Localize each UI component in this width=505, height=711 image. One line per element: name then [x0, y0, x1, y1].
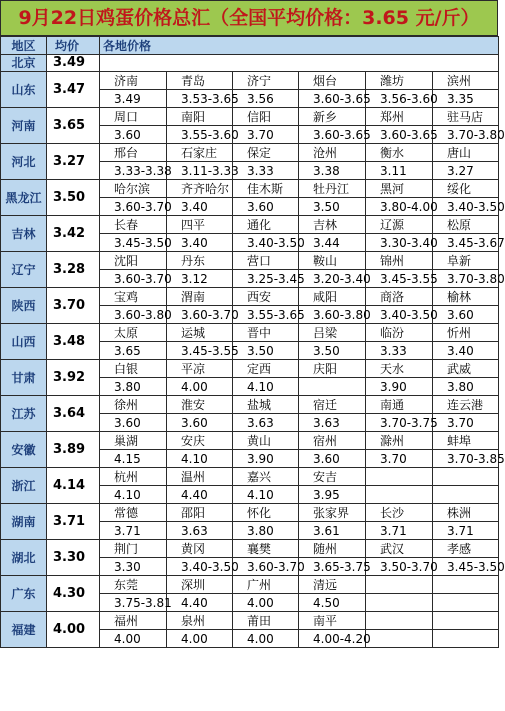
city-price: 3.60: [100, 126, 167, 144]
city-price: 4.00: [167, 378, 233, 396]
province-name: 广东: [1, 576, 47, 612]
city-name: 白银: [100, 360, 167, 378]
city-price: 3.40: [167, 198, 233, 216]
city-name: 清远: [299, 576, 366, 594]
city-price: 3.50: [299, 342, 366, 360]
city-name: 荆门: [100, 540, 167, 558]
city-name: 哈尔滨: [100, 180, 167, 198]
city-price: 3.56: [233, 90, 299, 108]
city-name: 巢湖: [100, 432, 167, 450]
city-name: 郑州: [366, 108, 433, 126]
province-avg: 3.70: [47, 288, 100, 324]
city-price: 3.33: [233, 162, 299, 180]
city-price: 3.71: [100, 522, 167, 540]
province-avg: 3.42: [47, 216, 100, 252]
province-avg: 4.00: [47, 612, 100, 648]
city-price: 3.30-3.40: [366, 234, 433, 252]
city-name: [366, 612, 433, 630]
city-price: 3.50: [233, 342, 299, 360]
city-name: 衡水: [366, 144, 433, 162]
city-name: 襄樊: [233, 540, 299, 558]
beijing-row: [1, 55, 499, 72]
province-name: 北京: [1, 55, 47, 72]
province-name: 山东: [1, 72, 47, 108]
city-name: [433, 612, 499, 630]
city-name: 盐城: [233, 396, 299, 414]
city-name: 邢台: [100, 144, 167, 162]
city-name: 佳木斯: [233, 180, 299, 198]
city-name: 天水: [366, 360, 433, 378]
province-city-row: [1, 252, 499, 270]
province-avg: 3.92: [47, 360, 100, 396]
city-price: 3.49: [100, 90, 167, 108]
city-name: [433, 576, 499, 594]
city-name: 泉州: [167, 612, 233, 630]
city-name: 通化: [233, 216, 299, 234]
city-price: 4.00-4.20: [299, 630, 366, 648]
city-name: 宝鸡: [100, 288, 167, 306]
city-price: 3.50: [299, 198, 366, 216]
province-name: 安徽: [1, 432, 47, 468]
city-price: 3.65: [100, 342, 167, 360]
city-name: 常德: [100, 504, 167, 522]
city-name: 营口: [233, 252, 299, 270]
province-name: 河南: [1, 108, 47, 144]
city-name: 西安: [233, 288, 299, 306]
city-name: 吕梁: [299, 324, 366, 342]
city-name: 吉林: [299, 216, 366, 234]
city-price: 3.60: [167, 414, 233, 432]
province-city-row: [1, 324, 499, 342]
city-price: 3.33: [366, 342, 433, 360]
city-name: 武威: [433, 360, 499, 378]
city-name: 唐山: [433, 144, 499, 162]
city-name: 运城: [167, 324, 233, 342]
province-name: 山西: [1, 324, 47, 360]
province-city-row: [1, 576, 499, 594]
city-price: 3.53-3.65: [167, 90, 233, 108]
city-name: [366, 576, 433, 594]
city-price: 3.60: [299, 450, 366, 468]
city-name: 潍坊: [366, 72, 433, 90]
city-price: 4.10: [167, 450, 233, 468]
city-name: 徐州: [100, 396, 167, 414]
province-city-row: [1, 504, 499, 522]
province-city-row: [1, 288, 499, 306]
city-price: 3.12: [167, 270, 233, 288]
city-name: 长沙: [366, 504, 433, 522]
city-price: 4.40: [167, 594, 233, 612]
city-price: 3.95: [299, 486, 366, 504]
province-avg: 3.89: [47, 432, 100, 468]
city-price: 3.70-3.85: [433, 450, 499, 468]
city-price: 3.90: [366, 378, 433, 396]
city-name: 淮安: [167, 396, 233, 414]
table-header-row: [1, 37, 499, 55]
city-name: 黑河: [366, 180, 433, 198]
city-name: 嘉兴: [233, 468, 299, 486]
city-name: 四平: [167, 216, 233, 234]
city-price: [433, 486, 499, 504]
price-table: [0, 36, 505, 648]
province-avg: 3.27: [47, 144, 100, 180]
city-name: 滨州: [433, 72, 499, 90]
city-price: 3.70: [233, 126, 299, 144]
city-name: 福州: [100, 612, 167, 630]
city-name: 安吉: [299, 468, 366, 486]
city-price: 3.30: [100, 558, 167, 576]
province-city-row: [1, 432, 499, 450]
city-name: 温州: [167, 468, 233, 486]
city-name: 深圳: [167, 576, 233, 594]
city-price: 4.15: [100, 450, 167, 468]
province-avg: 3.71: [47, 504, 100, 540]
city-price: 3.60-3.80: [299, 306, 366, 324]
city-name: 晋中: [233, 324, 299, 342]
city-name: 绥化: [433, 180, 499, 198]
city-name: 沧州: [299, 144, 366, 162]
city-name: 牡丹江: [299, 180, 366, 198]
city-price: 3.63: [299, 414, 366, 432]
city-price: 3.55-3.65: [233, 306, 299, 324]
city-price: 3.80: [233, 522, 299, 540]
city-price: 3.40: [433, 342, 499, 360]
city-name: 株洲: [433, 504, 499, 522]
city-price: 3.20-3.40: [299, 270, 366, 288]
province-avg: 3.49: [47, 55, 100, 72]
province-name: 湖北: [1, 540, 47, 576]
city-price: 3.33-3.38: [100, 162, 167, 180]
beijing-prices-empty: [100, 55, 499, 72]
city-name: 辽源: [366, 216, 433, 234]
city-name: 济宁: [233, 72, 299, 90]
city-price: 3.60-3.70: [100, 198, 167, 216]
city-price: 4.00: [233, 594, 299, 612]
city-price: 3.60-3.65: [299, 126, 366, 144]
province-avg: 3.50: [47, 180, 100, 216]
province-name: 福建: [1, 612, 47, 648]
city-price: 3.60-3.65: [366, 126, 433, 144]
province-name: 吉林: [1, 216, 47, 252]
province-name: 辽宁: [1, 252, 47, 288]
city-name: 连云港: [433, 396, 499, 414]
city-name: 榆林: [433, 288, 499, 306]
city-price: 3.60-3.65: [299, 90, 366, 108]
city-price: [299, 378, 366, 396]
city-name: 忻州: [433, 324, 499, 342]
city-price: 4.40: [167, 486, 233, 504]
province-name: 浙江: [1, 468, 47, 504]
city-name: 信阳: [233, 108, 299, 126]
city-price: 3.40-3.50: [366, 306, 433, 324]
city-name: 南平: [299, 612, 366, 630]
city-name: 庆阳: [299, 360, 366, 378]
city-price: 3.45-3.55: [167, 342, 233, 360]
city-name: 杭州: [100, 468, 167, 486]
city-price: 4.00: [100, 630, 167, 648]
city-name: 保定: [233, 144, 299, 162]
city-name: 松原: [433, 216, 499, 234]
city-price: 3.50-3.70: [366, 558, 433, 576]
city-name: 张家界: [299, 504, 366, 522]
city-name: [433, 468, 499, 486]
city-price: 3.60-3.70: [167, 306, 233, 324]
city-name: 广州: [233, 576, 299, 594]
header-avg: 均价: [47, 37, 100, 55]
city-price: 3.70-3.80: [433, 126, 499, 144]
city-name: 黄山: [233, 432, 299, 450]
province-city-row: [1, 612, 499, 630]
province-city-row: [1, 72, 499, 90]
city-name: 济南: [100, 72, 167, 90]
province-avg: 3.28: [47, 252, 100, 288]
city-price: 3.63: [233, 414, 299, 432]
city-name: 莆田: [233, 612, 299, 630]
city-price: 3.63: [167, 522, 233, 540]
city-name: 咸阳: [299, 288, 366, 306]
province-name: 湖南: [1, 504, 47, 540]
city-price: 4.10: [100, 486, 167, 504]
province-avg: 3.48: [47, 324, 100, 360]
city-price: 3.60: [433, 306, 499, 324]
city-name: 随州: [299, 540, 366, 558]
city-price: 4.00: [233, 630, 299, 648]
city-price: 3.71: [366, 522, 433, 540]
city-price: 3.60: [233, 198, 299, 216]
city-price: 3.35: [433, 90, 499, 108]
city-name: 蚌埠: [433, 432, 499, 450]
city-name: 锦州: [366, 252, 433, 270]
city-name: 齐齐哈尔: [167, 180, 233, 198]
city-price: 4.10: [233, 486, 299, 504]
city-name: 渭南: [167, 288, 233, 306]
city-name: 黄冈: [167, 540, 233, 558]
city-price: 3.80: [100, 378, 167, 396]
province-city-row: [1, 108, 499, 126]
city-name: 商洛: [366, 288, 433, 306]
city-price: 3.11-3.33: [167, 162, 233, 180]
city-price: 3.71: [433, 522, 499, 540]
city-price: 3.70-3.75: [366, 414, 433, 432]
province-avg: 3.47: [47, 72, 100, 108]
header-prices: 各地价格: [100, 37, 499, 55]
city-price: 3.70: [433, 414, 499, 432]
city-price: 4.50: [299, 594, 366, 612]
city-price: 3.45-3.55: [366, 270, 433, 288]
city-name: 安庆: [167, 432, 233, 450]
city-price: 3.61: [299, 522, 366, 540]
city-name: 宿州: [299, 432, 366, 450]
page-title: 9月22日鸡蛋价格总汇（全国平均价格：3.65 元/斤）: [0, 0, 498, 36]
province-name: 陕西: [1, 288, 47, 324]
province-avg: 3.65: [47, 108, 100, 144]
city-price: [366, 486, 433, 504]
city-name: 太原: [100, 324, 167, 342]
city-price: 3.90: [233, 450, 299, 468]
city-price: 3.40-3.50: [233, 234, 299, 252]
city-price: 4.10: [233, 378, 299, 396]
city-name: 长春: [100, 216, 167, 234]
city-price: 3.75-3.81: [100, 594, 167, 612]
city-name: 平凉: [167, 360, 233, 378]
province-city-row: [1, 396, 499, 414]
city-name: 南阳: [167, 108, 233, 126]
city-name: 烟台: [299, 72, 366, 90]
city-price: 3.80-4.00: [366, 198, 433, 216]
city-price: 3.60-3.80: [100, 306, 167, 324]
city-name: 邵阳: [167, 504, 233, 522]
city-price: 3.65-3.75: [299, 558, 366, 576]
province-city-row: [1, 144, 499, 162]
city-name: 沈阳: [100, 252, 167, 270]
city-price: 3.27: [433, 162, 499, 180]
city-price: 3.70: [366, 450, 433, 468]
province-city-row: [1, 468, 499, 486]
city-name: 滁州: [366, 432, 433, 450]
city-name: [366, 468, 433, 486]
province-name: 河北: [1, 144, 47, 180]
city-price: 3.45-3.50: [433, 558, 499, 576]
province-city-row: [1, 540, 499, 558]
city-name: 阜新: [433, 252, 499, 270]
city-price: 3.11: [366, 162, 433, 180]
city-price: 3.40-3.50: [433, 198, 499, 216]
city-price: 3.55-3.60: [167, 126, 233, 144]
city-price: 3.40-3.50: [167, 558, 233, 576]
city-name: 怀化: [233, 504, 299, 522]
province-avg: 3.64: [47, 396, 100, 432]
city-price: 3.38: [299, 162, 366, 180]
city-name: 丹东: [167, 252, 233, 270]
city-price: 3.70-3.80: [433, 270, 499, 288]
city-price: 3.60-3.70: [100, 270, 167, 288]
city-price: 3.44: [299, 234, 366, 252]
city-price: [366, 630, 433, 648]
city-price: 3.25-3.45: [233, 270, 299, 288]
city-price: [433, 630, 499, 648]
city-price: 3.45-3.50: [100, 234, 167, 252]
province-avg: 4.14: [47, 468, 100, 504]
city-name: 新乡: [299, 108, 366, 126]
province-name: 江苏: [1, 396, 47, 432]
province-city-row: [1, 360, 499, 378]
city-price: 3.60-3.70: [233, 558, 299, 576]
city-price: 3.40: [167, 234, 233, 252]
city-name: 驻马店: [433, 108, 499, 126]
city-price: 3.45-3.67: [433, 234, 499, 252]
province-avg: 4.30: [47, 576, 100, 612]
city-name: 孝感: [433, 540, 499, 558]
province-name: 黑龙江: [1, 180, 47, 216]
province-name: 甘肃: [1, 360, 47, 396]
city-price: 4.00: [167, 630, 233, 648]
city-price: [433, 594, 499, 612]
province-city-row: [1, 180, 499, 198]
city-name: 宿迁: [299, 396, 366, 414]
city-price: 3.80: [433, 378, 499, 396]
city-name: 临汾: [366, 324, 433, 342]
city-name: 青岛: [167, 72, 233, 90]
city-price: 3.60: [100, 414, 167, 432]
city-name: 鞍山: [299, 252, 366, 270]
province-city-row: [1, 216, 499, 234]
province-avg: 3.30: [47, 540, 100, 576]
city-name: 南通: [366, 396, 433, 414]
city-name: 东莞: [100, 576, 167, 594]
city-name: 石家庄: [167, 144, 233, 162]
city-name: 定西: [233, 360, 299, 378]
city-price: 3.56-3.60: [366, 90, 433, 108]
city-name: 武汉: [366, 540, 433, 558]
header-region: 地区: [1, 37, 47, 55]
city-name: 周口: [100, 108, 167, 126]
city-price: [366, 594, 433, 612]
